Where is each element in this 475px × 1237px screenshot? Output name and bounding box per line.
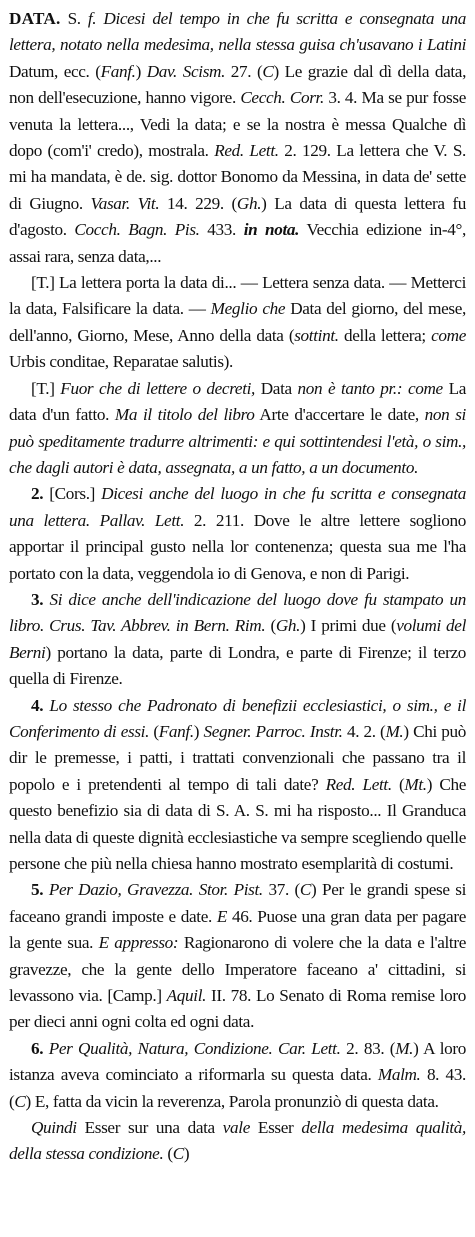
entry-text-run: 2. 211. Dove le altre lettere sogliono apportar il principal gusto nella lor contenenza; questa sua me l'ha portato con la data, veggendola io di Genova, e non di Parigi. bbox=[9, 510, 466, 583]
entry-text-run: ( bbox=[265, 616, 276, 636]
entry-text-run: Cecch. Corr. bbox=[240, 88, 324, 108]
entry-text-run: vale bbox=[222, 1118, 250, 1138]
entry-text-run: Fanf. bbox=[100, 61, 136, 81]
entry-text-run: Ma il titolo del libro bbox=[114, 405, 255, 425]
entry-text-run: Gh. bbox=[275, 616, 301, 636]
entry-text-run: ( bbox=[149, 721, 159, 741]
entry-text-run: ) La data di questa lettera fu d'agosto. bbox=[9, 193, 466, 240]
entry-text-run: Cocch. Bagn. Pis. bbox=[74, 220, 200, 240]
sense-number: 5. bbox=[31, 880, 44, 900]
entry-text-run: Esser bbox=[250, 1118, 302, 1138]
entry-text-run: 3. 4. Ma se pur fosse venuta la lettera..., Vedi la data; e se la nostra è messa Qualche dì dopo (com'i' credo), mostrala. bbox=[9, 88, 466, 161]
entry-text-run: della lettera; bbox=[338, 325, 432, 345]
entry-text-run: E appresso: bbox=[98, 933, 179, 953]
entry-text-run: Red. Lett. bbox=[325, 774, 392, 794]
entry-text-run: Lo stesso che Padronato di benefizii ecclesiastici, o sim., e il Conferimento di essi. bbox=[9, 695, 466, 741]
entry-text-run: ( bbox=[391, 774, 405, 794]
entry-text-run: 2. 83. ( bbox=[340, 1038, 396, 1058]
entry-text-run: Fuor che di lettere o decreti, bbox=[60, 378, 255, 398]
entry-definition bbox=[9, 6, 466, 270]
entry-text-run: M. bbox=[395, 1038, 414, 1058]
entry-text-run: C bbox=[14, 1091, 26, 1111]
entry-text-run: La data d'un fatto. bbox=[9, 378, 466, 425]
entry-text-run: C bbox=[262, 61, 274, 81]
entry-text-run: ) Che questo benefizio sia di data di S. A. S. mi ha risposto... Il Granduca nella data di queste dignità ecclesiastiche va sempre scegliendo quelle persone che più nella chiesa hanno mostrato esemplarità di costumi. bbox=[9, 774, 466, 873]
entry-text-run: f. Dicesi del tempo in che fu scritta e consegnata una lettera, notato nella medesima, nella stessa guisa ch'usavano i Latini bbox=[9, 9, 466, 55]
entry-text-run: Esser sur una data bbox=[76, 1118, 223, 1138]
entry-text-run: Gh. bbox=[236, 193, 262, 213]
entry-text-run: Arte d'accertare le date, bbox=[254, 405, 425, 425]
entry-text-run: ) Le grazie dal dì della data, non dell'esecuzione, hanno vigore. bbox=[9, 61, 467, 108]
entry-text-run: Data bbox=[255, 378, 298, 398]
entry-text-run: M. bbox=[385, 721, 404, 741]
entry-text-run: Ragionarono di volere che la data e l'altre gravezze, che la gente dello Imperatore faceano a' cittadini, si levassono via. [Camp.] bbox=[9, 933, 466, 1006]
entry-text-run: C bbox=[172, 1144, 184, 1164]
sense-number: 3. bbox=[31, 589, 44, 609]
entry-text-run: ( bbox=[163, 1144, 173, 1164]
entry-text-run: Red. Lett. bbox=[214, 141, 279, 161]
entry-text-run: come bbox=[431, 325, 467, 345]
entry-sense-2 bbox=[9, 376, 466, 482]
entry-text-run: ) E, fatta da vicin la reverenza, Parola pronunziò di questa data. bbox=[25, 1091, 439, 1111]
entry-text-run: [T.] La lettera porta la data di... — Lettera senza data. — Metterci la data, Falsificare la data. — bbox=[9, 273, 466, 319]
entry-text-run: Malm. bbox=[377, 1065, 421, 1085]
entry-text-run: ) Per le grandi spese si faceano grandi imposte e date. bbox=[9, 880, 467, 926]
entry-text-run: Si dice anche dell'indicazione del luogo dove fu stampato un libro. Crus. Tav. Abbrev. in Bern. Rim. bbox=[9, 589, 466, 636]
entry-sense-4 bbox=[9, 587, 466, 693]
entry-text-run: Quindi bbox=[31, 1118, 77, 1138]
entry-sense-7 bbox=[9, 1036, 466, 1115]
entry-sense-3 bbox=[9, 481, 466, 587]
entry-text-run: ) bbox=[183, 1144, 190, 1164]
sense-number: 4. bbox=[31, 695, 44, 715]
entry-text-run: Per Qualità, Natura, Condizione. Car. Lett. bbox=[48, 1038, 341, 1058]
entry-sense-8 bbox=[9, 1115, 466, 1168]
entry-text-run: [Cors.] bbox=[43, 484, 102, 504]
sense-number: 2. bbox=[31, 484, 44, 504]
entry-text-run: S. bbox=[60, 9, 88, 28]
entry-text-run: Datum, ecc. ( bbox=[9, 61, 101, 81]
entry-text-run: [T.] bbox=[31, 378, 61, 398]
entry-text-run: Dicesi anche del luogo in che fu scritta e consegnata una lettera. Pallav. Lett. bbox=[9, 484, 466, 530]
entry-text-run: Dav. Scism. bbox=[146, 61, 226, 81]
entry-text-run: Segner. Parroc. Instr. bbox=[203, 721, 343, 741]
entry-text-run: ) bbox=[193, 721, 204, 741]
entry-text-run: della medesima qualità, della stessa condizione. bbox=[9, 1118, 466, 1164]
headword: DATA. bbox=[9, 9, 61, 28]
entry-text-run: non è tanto pr.: come bbox=[297, 378, 443, 398]
entry-text-run: Urbis conditae, Reparatae salutis). bbox=[9, 352, 233, 372]
entry-text-run: Vecchia edizione in-4°, assai rara, senza data,... bbox=[9, 220, 466, 266]
entry-text-run: Per Dazio, Gravezza. Stor. Pist. bbox=[48, 880, 263, 900]
entry-text-run: II. 78. Lo Senato di Roma remise loro per dieci anni ogni colta ed ogni data. bbox=[9, 986, 466, 1032]
entry-text-run: 8. 43. ( bbox=[9, 1065, 466, 1111]
entry-text-run: 433. bbox=[199, 220, 244, 240]
entry-text-run: Data del giorno, del mese, dell'anno, Giorno, Mese, Anno della data ( bbox=[9, 299, 466, 345]
entry-text-run: 46. Puose una gran data per pagare la gente sua. bbox=[9, 906, 466, 953]
entry-text-run: ) portano la data, parte di Londra, e parte di Firenze; il terzo quella di Firenze. bbox=[9, 642, 466, 689]
entry-sense-6 bbox=[9, 877, 466, 1035]
entry-text-run: ) Chi può dir le premesse, i patti, i trattati convenzionali che passano tra il popolo e i pretendenti al tempo di tali date? bbox=[9, 721, 466, 794]
entry-text-run: Mt. bbox=[404, 774, 427, 794]
entry-text-run: 27. ( bbox=[225, 61, 263, 81]
entry-text-run: ) bbox=[135, 61, 147, 81]
entry-text-run: ) I primi due ( bbox=[300, 616, 397, 636]
entry-text-run: 4. 2. ( bbox=[342, 721, 386, 741]
entry-sense-5 bbox=[9, 693, 466, 878]
entry-text-run: volumi del Berni bbox=[9, 616, 467, 662]
entry-text-run: C bbox=[299, 880, 312, 900]
sense-number: in nota. bbox=[243, 220, 300, 240]
entry-text-run: ) A loro istanza aveva cominciato a riformarla su questa data. bbox=[9, 1038, 467, 1085]
entry-text-run: 37. ( bbox=[262, 880, 300, 900]
entry-text-run: 2. 129. La lettera che V. S. mi ha mandata, è de. sig. dottor Bonomo da Messina, in data de' sette di Giugno. bbox=[9, 141, 466, 213]
entry-text-run: sottint. bbox=[294, 325, 339, 345]
entry-text-run: 14. 229. ( bbox=[159, 193, 237, 213]
entry-text-run: Fanf. bbox=[158, 721, 194, 741]
entry-text-run: E bbox=[216, 906, 228, 926]
entry-text-run: Aquil. bbox=[166, 986, 207, 1006]
entry-text-run: non si può speditamente tradurre altrimenti: e qui sottintendesi l'età, o sim., che dagli autori è data, assegnata, a un fatto, a un documento. bbox=[9, 405, 466, 477]
entry-sense-1 bbox=[9, 270, 466, 376]
entry-text-run: Meglio che bbox=[210, 299, 286, 319]
entry-text-run: Vasar. Vit. bbox=[90, 193, 160, 213]
sense-number: 6. bbox=[31, 1038, 44, 1058]
